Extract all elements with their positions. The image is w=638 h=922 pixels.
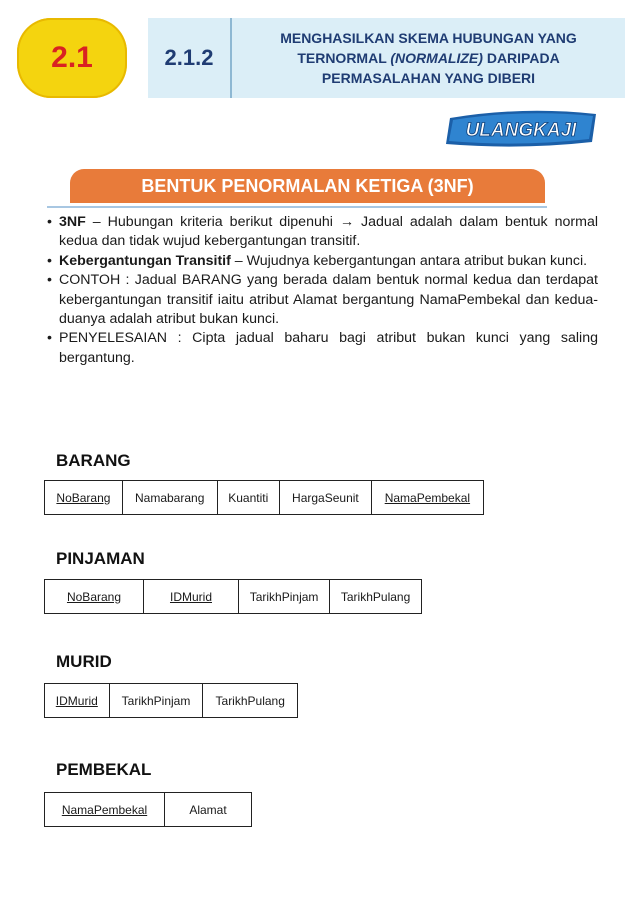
title-line-2-italic: (NORMALIZE) (390, 50, 483, 66)
header-title (232, 18, 625, 98)
barang-col-kuantiti: Kuantiti (217, 481, 280, 515)
ulangkaji-logo-text: ULANGKAJI (465, 120, 577, 141)
section-banner (70, 169, 545, 203)
pinjaman-col-idmurid: IDMurid (144, 580, 239, 614)
bullet-3nf: • 3NF – Hubungan kriteria berikut dipenuhi → Jadual adalah dalam bentuk normal kedua dan tidak wujud kebergantungan transitif. (47, 214, 598, 250)
bullet-term: 3NF (59, 214, 86, 230)
bullet-example: • CONTOH : Jadual BARANG yang berada dalam bentuk normal kedua dan terdapat kebergantungan transitif iaitu atribut Alamat bergantung NamaPembekal dan kedua-duanya adalah atribut bukan kunci. (47, 272, 598, 328)
murid-col-tarikhpinjam: TarikhPinjam (109, 684, 203, 718)
bullet-term: Kebergantungan Transitif (59, 252, 231, 269)
barang-col-nobarang: NoBarang (45, 481, 123, 515)
title-line-2-pre: TERNORMAL (297, 50, 391, 66)
pinjaman-col-tarikhpinjam: TarikhPinjam (239, 580, 330, 614)
table-name-pembekal: PEMBEKAL (56, 760, 152, 779)
subsection-box (148, 18, 232, 98)
pinjaman-col-tarikhpulang: TarikhPulang (330, 580, 422, 614)
bullet-transitive: • Kebergantungan Transitif – Wujudnya kebergantungan antara atribut bukan kunci. (47, 252, 588, 269)
pembekal-col-alamat: Alamat (165, 793, 252, 827)
table-name-barang: BARANG (56, 451, 131, 470)
title-line-1: MENGHASILKAN SKEMA HUBUNGAN YANG (280, 30, 577, 46)
pinjaman-col-nobarang: NoBarang (45, 580, 144, 614)
title-line-3: PERMASALAHAN YANG DIBERI (321, 70, 536, 86)
barang-col-hargaseunit: HargaSeunit (280, 481, 372, 515)
pembekal-col-namapembekal: NamaPembekal (45, 793, 165, 827)
table-name-murid: MURID (56, 652, 112, 671)
table-barang (44, 480, 484, 515)
bullet-list (47, 213, 598, 368)
table-name-pinjaman: PINJAMAN (56, 549, 145, 568)
table-pembekal (44, 792, 252, 827)
ulangkaji-logo (442, 108, 600, 150)
table-murid (44, 683, 298, 718)
header (17, 18, 625, 98)
murid-col-idmurid: IDMurid (45, 684, 110, 718)
bullet-text: – Wujudnya kebergantungan antara atribut bukan kunci. (230, 252, 588, 269)
bullet-solution: • PENYELESAIAN : Cipta jadual baharu bagi atribut bukan kunci yang saling bergantung. (47, 330, 598, 366)
bullet-text: PENYELESAIAN : Cipta jadual baharu bagi atribut bukan kunci yang saling bergantung. (59, 330, 598, 366)
chapter-badge (17, 18, 127, 98)
chapter-number: 2.1 (51, 41, 93, 74)
table-pinjaman (44, 579, 422, 614)
title-line-2-post: DARIPADA (482, 50, 560, 66)
section-divider (47, 206, 547, 208)
bullet-text: – Hubungan kriteria berikut dipenuhi → Jadual adalah dalam bentuk normal kedua dan tidak wujud kebergantungan transitif. (59, 214, 598, 250)
subsection-number: 2.1.2 (164, 45, 214, 70)
section-title: BENTUK PENORMALAN KETIGA (3NF) (141, 175, 474, 196)
barang-col-namabarang: Namabarang (122, 481, 217, 515)
barang-col-namapembekal: NamaPembekal (371, 481, 483, 515)
murid-col-tarikhpulang: TarikhPulang (203, 684, 298, 718)
bullet-text: CONTOH : Jadual BARANG yang berada dalam bentuk normal kedua dan terdapat kebergantungan transitif iaitu atribut Alamat bergantung NamaPembekal dan kedua-duanya adalah atribut bukan kunci. (59, 272, 598, 328)
